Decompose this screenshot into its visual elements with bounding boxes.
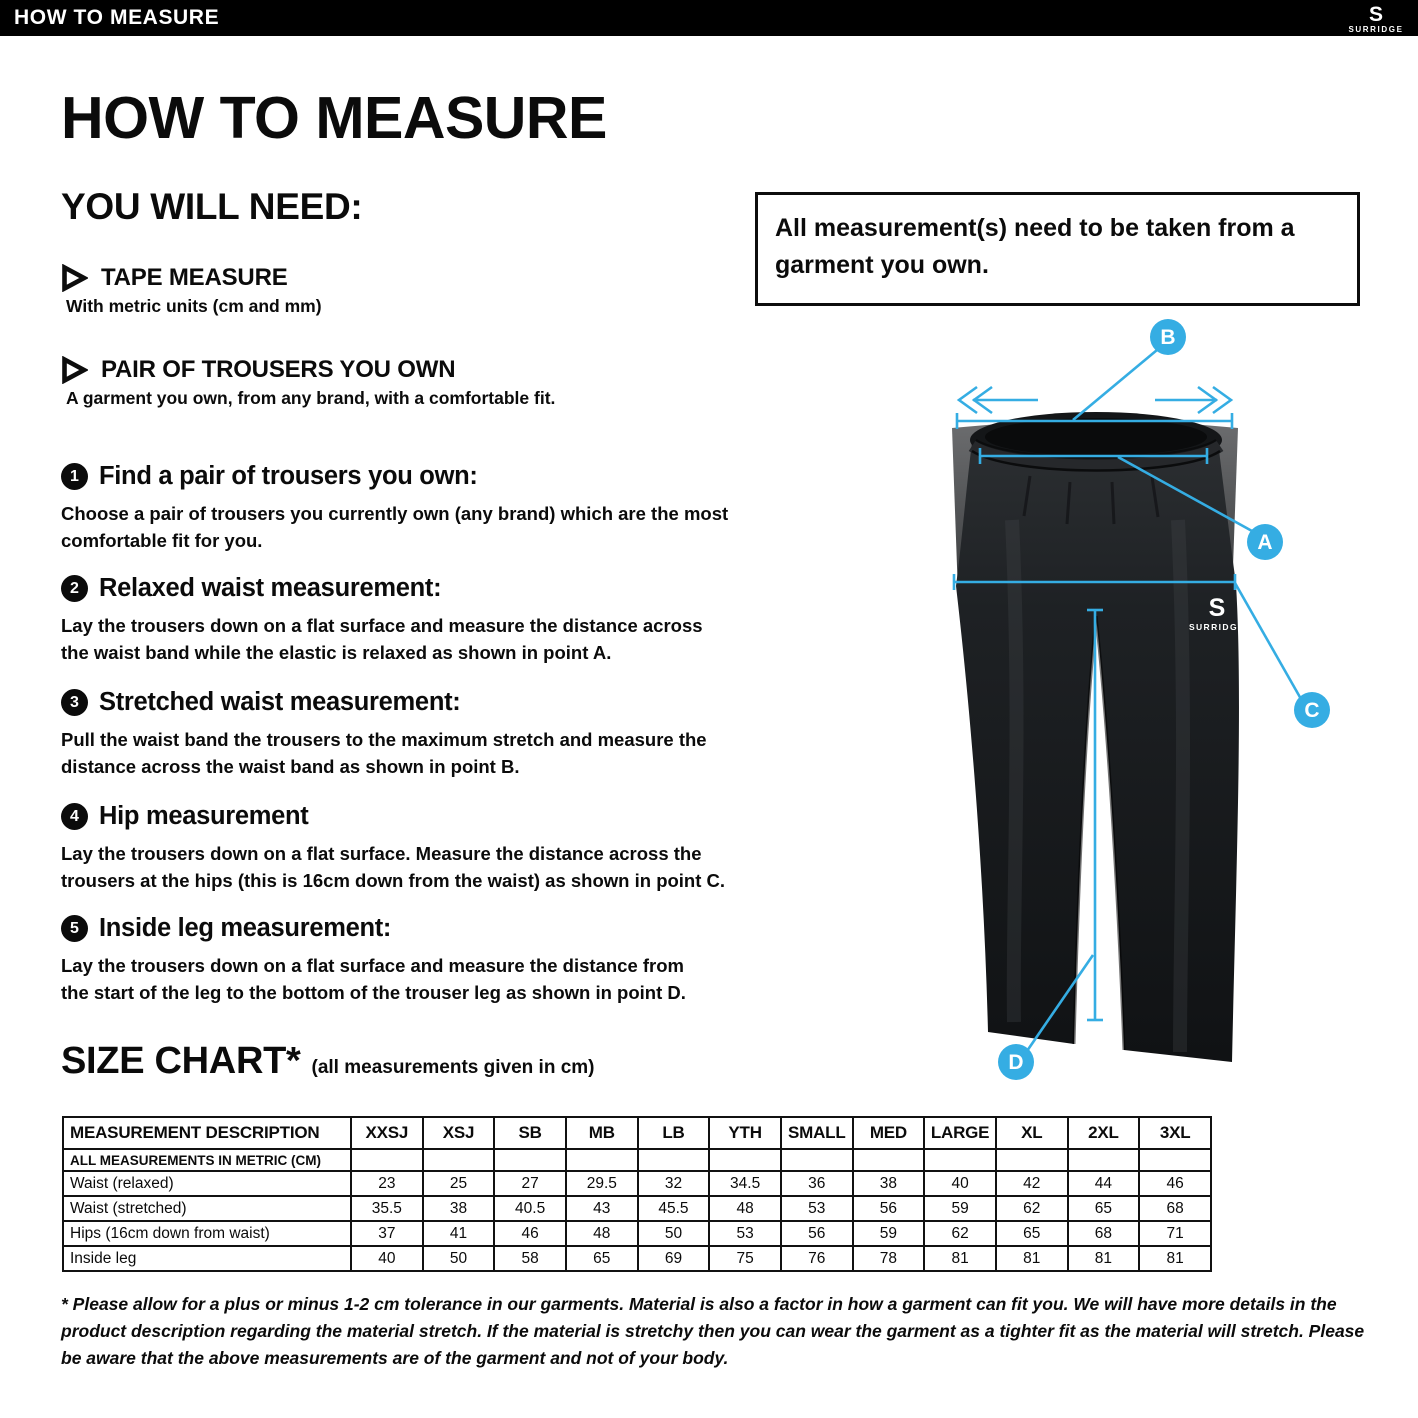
step-description: Choose a pair of trousers you currently own (any brand) which are the most comfortable fit for you. [61, 503, 729, 552]
triangle-bullet-icon [61, 264, 88, 292]
size-value: 81 [1068, 1246, 1140, 1271]
size-value: 37 [351, 1221, 423, 1246]
size-value: 65 [996, 1221, 1068, 1246]
empty-cell [709, 1149, 781, 1171]
step-description: Lay the trousers down on a flat surface and measure the distance from the start of the leg to the bottom of the trouser leg as shown in point D. [61, 955, 686, 1004]
size-column-header: MB [566, 1117, 638, 1149]
empty-cell [638, 1149, 710, 1171]
point-c-label: C [1304, 699, 1320, 722]
size-value: 76 [781, 1246, 853, 1271]
size-value: 36 [781, 1171, 853, 1196]
need-item-title: PAIR OF TROUSERS YOU OWN [101, 356, 456, 383]
size-chart-row [63, 1221, 1211, 1246]
metric-note-cell: ALL MEASUREMENTS IN METRIC (CM) [63, 1149, 351, 1171]
size-value: 44 [1068, 1171, 1140, 1196]
size-value: 59 [924, 1196, 996, 1221]
measurement-label: Waist (stretched) [63, 1196, 351, 1221]
trousers-measurement-diagram [860, 310, 1418, 1110]
empty-cell [996, 1149, 1068, 1171]
step-number-badge: 2 [61, 575, 88, 602]
measurement-label: Inside leg [63, 1246, 351, 1271]
empty-cell [924, 1149, 996, 1171]
need-item-tape-measure [61, 264, 322, 317]
size-value: 40.5 [494, 1196, 566, 1221]
measurement-label: Waist (relaxed) [63, 1171, 351, 1196]
size-value: 68 [1139, 1196, 1211, 1221]
triangle-bullet-icon [61, 356, 88, 384]
empty-cell [781, 1149, 853, 1171]
step-description: Lay the trousers down on a flat surface. Measure the distance across the trousers at the hips (this is 16cm down from the waist) as shown in point C. [61, 843, 726, 892]
empty-cell [1139, 1149, 1211, 1171]
size-value: 50 [638, 1221, 710, 1246]
need-item-title: TAPE MEASURE [101, 264, 288, 291]
size-column-header: MEASUREMENT DESCRIPTION [63, 1117, 351, 1149]
size-value: 25 [423, 1171, 495, 1196]
garment-logo-text: SURRIDGE [1188, 622, 1246, 632]
page-title: HOW TO MEASURE [61, 85, 607, 151]
size-chart-row [63, 1196, 1211, 1221]
step-3 [61, 688, 841, 781]
size-value: 65 [1068, 1196, 1140, 1221]
size-value: 34.5 [709, 1171, 781, 1196]
size-column-header: SB [494, 1117, 566, 1149]
trousers-body [956, 412, 1239, 1062]
size-value: 38 [853, 1171, 925, 1196]
empty-cell [1068, 1149, 1140, 1171]
measurement-notice-box: All measurement(s) need to be taken from a garment you own. [755, 192, 1360, 306]
size-value: 35.5 [351, 1196, 423, 1221]
size-chart-row [63, 1171, 1211, 1196]
size-value: 81 [1139, 1246, 1211, 1271]
size-column-header: XL [996, 1117, 1068, 1149]
size-value: 65 [566, 1246, 638, 1271]
size-value: 23 [351, 1171, 423, 1196]
size-chart-table [62, 1116, 1212, 1272]
size-value: 78 [853, 1246, 925, 1271]
size-value: 45.5 [638, 1196, 710, 1221]
size-chart-heading [61, 1040, 595, 1083]
size-value: 75 [709, 1246, 781, 1271]
size-column-header: YTH [709, 1117, 781, 1149]
measurement-label: Hips (16cm down from waist) [63, 1221, 351, 1246]
point-b-label: B [1160, 326, 1176, 349]
size-value: 46 [494, 1221, 566, 1246]
size-value: 40 [351, 1246, 423, 1271]
step-5 [61, 914, 841, 1007]
step-title: Stretched waist measurement: [99, 688, 461, 716]
need-item-trousers [61, 356, 555, 409]
size-value: 71 [1139, 1221, 1211, 1246]
size-chart-header [63, 1117, 1211, 1149]
step-number-badge: 1 [61, 463, 88, 490]
step-title: Hip measurement [99, 802, 309, 830]
size-chart-row [63, 1246, 1211, 1271]
size-value: 58 [494, 1246, 566, 1271]
size-chart-title: SIZE CHART* [61, 1040, 301, 1082]
need-item-description: A garment you own, from any brand, with a comfortable fit. [66, 388, 556, 408]
size-value: 59 [853, 1221, 925, 1246]
step-number-badge: 3 [61, 689, 88, 716]
size-value: 27 [494, 1171, 566, 1196]
size-value: 42 [996, 1171, 1068, 1196]
size-value: 32 [638, 1171, 710, 1196]
empty-cell [494, 1149, 566, 1171]
size-column-header: MED [853, 1117, 925, 1149]
step-1 [61, 462, 841, 555]
size-value: 50 [423, 1246, 495, 1271]
size-chart-body [63, 1149, 1211, 1271]
top-bar [0, 0, 1418, 36]
size-value: 46 [1139, 1171, 1211, 1196]
empty-cell [566, 1149, 638, 1171]
top-bar-title: HOW TO MEASURE [14, 6, 220, 29]
tolerance-disclaimer: * Please allow for a plus or minus 1-2 cm tolerance in our garments. Material is also a factor in how a garment can fit you. We will have more details in the product description regarding the material stretch. If the material is stretchy then you can wear the garment as a tighter fit as the material will stretch. Please be aware that the above measurements are of the garment and not of your body. [61, 1294, 1365, 1369]
step-title: Inside leg measurement: [99, 914, 392, 942]
surridge-logo-mark: S [1368, 3, 1384, 26]
size-value: 62 [996, 1196, 1068, 1221]
size-value: 81 [924, 1246, 996, 1271]
size-column-header: 3XL [1139, 1117, 1211, 1149]
size-value: 43 [566, 1196, 638, 1221]
empty-cell [351, 1149, 423, 1171]
size-value: 48 [709, 1196, 781, 1221]
point-d-label: D [1008, 1051, 1024, 1074]
surridge-logo [1344, 1, 1408, 35]
size-chart-subtitle: (all measurements given in cm) [311, 1057, 595, 1078]
garment-logo-mark: S [1208, 594, 1226, 622]
size-column-header: LARGE [924, 1117, 996, 1149]
step-title: Find a pair of trousers you own: [99, 462, 478, 490]
point-a-label: A [1257, 531, 1273, 554]
size-value: 40 [924, 1171, 996, 1196]
empty-cell [853, 1149, 925, 1171]
need-item-description: With metric units (cm and mm) [66, 296, 322, 316]
size-value: 53 [709, 1221, 781, 1246]
step-description: Pull the waist band the trousers to the maximum stretch and measure the distance across the waist band as shown in point B. [61, 729, 707, 778]
size-value: 62 [924, 1221, 996, 1246]
size-column-header: LB [638, 1117, 710, 1149]
size-column-header: 2XL [1068, 1117, 1140, 1149]
size-value: 68 [1068, 1221, 1140, 1246]
size-value: 48 [566, 1221, 638, 1246]
step-description: Lay the trousers down on a flat surface and measure the distance across the waist band while the elastic is relaxed as shown in point A. [61, 615, 703, 664]
size-value: 53 [781, 1196, 853, 1221]
step-number-badge: 5 [61, 915, 88, 942]
you-will-need-heading: YOU WILL NEED: [61, 186, 363, 227]
size-column-header: XXSJ [351, 1117, 423, 1149]
size-value: 56 [781, 1221, 853, 1246]
size-value: 38 [423, 1196, 495, 1221]
size-value: 81 [996, 1246, 1068, 1271]
size-column-header: SMALL [781, 1117, 853, 1149]
step-4 [61, 802, 841, 895]
step-2 [61, 574, 841, 667]
size-value: 69 [638, 1246, 710, 1271]
step-number-badge: 4 [61, 803, 88, 830]
size-value: 29.5 [566, 1171, 638, 1196]
step-title: Relaxed waist measurement: [99, 574, 442, 602]
surridge-logo-text: SURRIDGE [1348, 25, 1404, 34]
size-value: 56 [853, 1196, 925, 1221]
size-value: 41 [423, 1221, 495, 1246]
empty-cell [423, 1149, 495, 1171]
size-column-header: XSJ [423, 1117, 495, 1149]
